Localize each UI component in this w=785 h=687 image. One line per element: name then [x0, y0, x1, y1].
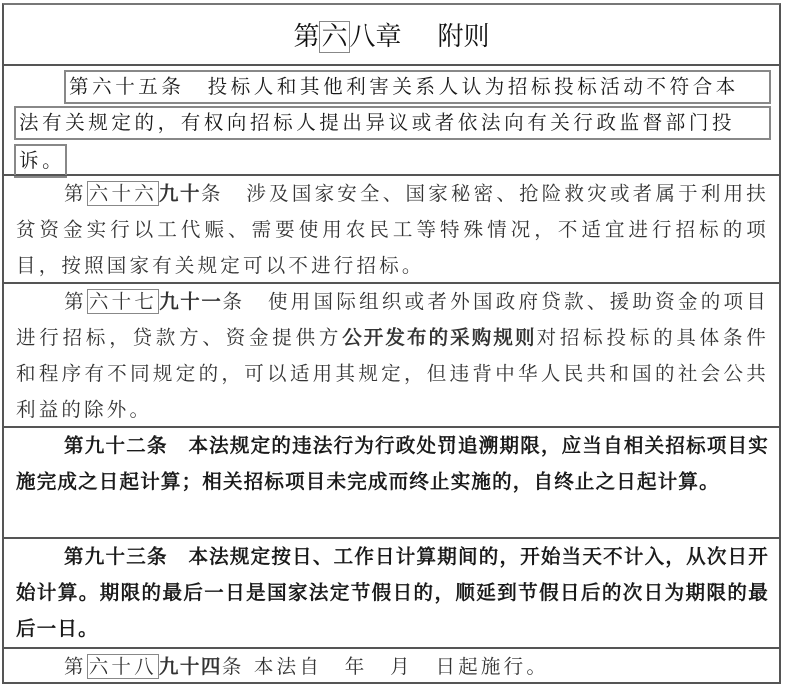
article-91-deleted-number: 六十七: [88, 290, 158, 313]
article-92-text: [4, 428, 779, 500]
article-94-body: 本法自 年 月 日起施行。: [244, 655, 550, 678]
article-94-prefix: 第: [64, 655, 87, 678]
article-90-suffix: 条: [200, 182, 224, 205]
article-row-92: [2, 427, 781, 538]
article-91-body-after: 对招标投标的具体条件和程序有不同规定的，可以适用其规定，但违背中华人民共和国的社会公共利益的除外。: [16, 326, 769, 421]
article-90-inserted-number: 九十: [158, 182, 201, 205]
article-91-body-bold: 公开发布的采购规则: [342, 326, 537, 349]
chapter-title-row: [2, 3, 781, 65]
article-row-91: [2, 283, 781, 427]
article-65-line-1: 第六十五条 投标人和其他利害关系人认为招标投标活动不符合本: [64, 70, 771, 104]
article-65-text: [4, 70, 779, 180]
article-65-line-3: 诉。: [14, 144, 67, 178]
title-prefix: 第: [293, 22, 320, 52]
article-92-body: 第九十二条 本法规定的违法行为行政处罚追溯期限，应当自相关招标项目实施完成之日起计算；相关招标项目未完成而终止实施的，自终止之日起计算。: [16, 434, 769, 493]
article-91-prefix: 第: [64, 290, 87, 313]
title-deleted-number: 六: [321, 22, 348, 52]
article-94-suffix: 条: [221, 655, 245, 678]
article-90-prefix: 第: [64, 182, 87, 205]
article-65-line-2: 法有关规定的，有权向招标人提出异议或者依法向有关行政监督部门投: [14, 106, 771, 140]
law-amendment-table: [2, 3, 781, 684]
article-93-text: [4, 539, 779, 647]
article-row-94: [2, 648, 781, 684]
title-inserted-number: 八章: [349, 22, 402, 52]
article-91-body-before: 使用国际组织或者外国政府贷款、援助资金的项目进行招标，贷款方、资金提供方: [16, 290, 769, 349]
title-label: 附则: [437, 22, 490, 52]
article-90-text: [4, 176, 779, 284]
article-91-inserted-number: 九十一: [159, 290, 223, 313]
article-94-text: [4, 649, 779, 685]
article-row-93: [2, 538, 781, 648]
article-91-suffix: 条: [222, 290, 246, 313]
article-row-90: [2, 175, 781, 283]
chapter-title: [293, 16, 489, 53]
article-90-deleted-number: 六十六: [88, 182, 157, 205]
article-90-body: 涉及国家安全、国家秘密、抢险救灾或者属于利用扶贫资金实行以工代赈、需要使用农民工等特殊情况，不适宜进行招标的项目，按照国家有关规定可以不进行招标。: [16, 182, 769, 277]
article-row-65: [2, 65, 781, 175]
article-93-body: 第九十三条 本法规定按日、工作日计算期间的，开始当天不计入，从次日开始计算。期限的最后一日是国家法定节假日的，顺延到节假日后的次日为期限的最后一日。: [16, 545, 769, 640]
article-94-inserted-number: 九十四: [158, 655, 222, 678]
article-94-deleted-number: 六十八: [88, 655, 157, 678]
article-91-text: [4, 284, 779, 428]
